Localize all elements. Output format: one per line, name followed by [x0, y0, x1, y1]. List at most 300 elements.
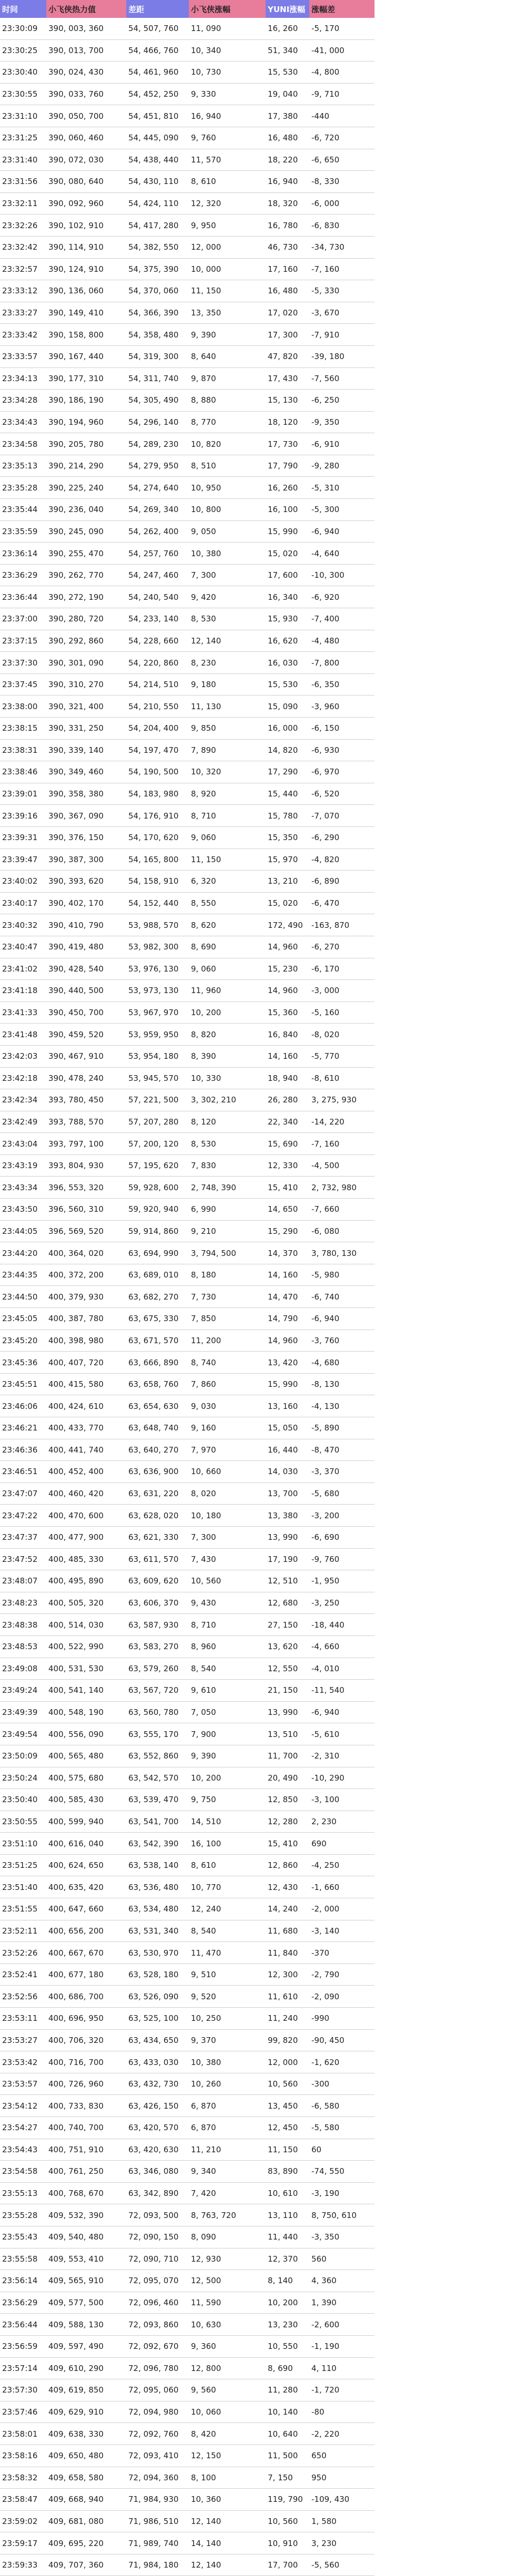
cell-xiaofeixia-increase: 8, 120	[189, 1111, 266, 1133]
cell-xiaofeixia-heat: 390, 419, 480	[46, 936, 126, 958]
cell-time: 23:51:55	[0, 1898, 46, 1920]
cell-gap: 54, 507, 760	[126, 18, 189, 39]
cell-yuni-increase: 14, 030	[266, 1461, 309, 1483]
table-row	[0, 258, 375, 280]
cell-gap: 54, 438, 440	[126, 149, 189, 171]
cell-xiaofeixia-increase: 9, 850	[189, 718, 266, 740]
cell-yuni-increase: 15, 410	[266, 1177, 309, 1199]
table-row	[0, 2095, 375, 2117]
cell-xiaofeixia-increase: 12, 800	[189, 2357, 266, 2379]
table-row	[0, 2204, 375, 2226]
cell-gap: 72, 096, 460	[126, 2292, 189, 2314]
cell-gap: 54, 233, 140	[126, 608, 189, 630]
cell-yuni-increase: 13, 620	[266, 1635, 309, 1658]
cell-time: 23:40:02	[0, 871, 46, 893]
cell-gap: 53, 945, 570	[126, 1067, 189, 1089]
cell-xiaofeixia-increase: 2, 748, 390	[189, 1177, 266, 1199]
cell-time: 23:51:40	[0, 1876, 46, 1898]
table-row	[0, 367, 375, 390]
cell-increase-diff: -7, 070	[309, 805, 375, 827]
cell-increase-diff: -6, 290	[309, 826, 375, 849]
cell-gap: 54, 424, 110	[126, 192, 189, 214]
cell-xiaofeixia-increase: 12, 140	[189, 630, 266, 652]
cell-xiaofeixia-heat: 400, 677, 180	[46, 1964, 126, 1986]
cell-gap: 59, 914, 860	[126, 1220, 189, 1242]
table-row	[0, 1723, 375, 1745]
cell-yuni-increase: 17, 730	[266, 433, 309, 455]
cell-gap: 63, 528, 180	[126, 1964, 189, 1986]
cell-increase-diff: -370	[309, 1942, 375, 1964]
cell-yuni-increase: 11, 700	[266, 1745, 309, 1767]
cell-yuni-increase: 13, 990	[266, 1701, 309, 1723]
cell-gap: 63, 636, 900	[126, 1461, 189, 1483]
cell-gap: 54, 197, 470	[126, 739, 189, 761]
cell-time: 23:53:11	[0, 2008, 46, 2030]
cell-gap: 72, 095, 060	[126, 2379, 189, 2401]
cell-increase-diff: -6, 940	[309, 1308, 375, 1330]
cell-time: 23:57:46	[0, 2401, 46, 2423]
table-row	[0, 564, 375, 586]
cell-xiaofeixia-increase: 10, 770	[189, 1876, 266, 1898]
cell-xiaofeixia-increase: 10, 320	[189, 761, 266, 783]
cell-increase-diff: -300	[309, 2073, 375, 2095]
cell-xiaofeixia-heat: 390, 245, 090	[46, 520, 126, 543]
cell-yuni-increase: 16, 620	[266, 630, 309, 652]
cell-time: 23:44:05	[0, 1220, 46, 1242]
cell-gap: 54, 214, 510	[126, 673, 189, 696]
table-row	[0, 2532, 375, 2554]
cell-time: 23:34:13	[0, 367, 46, 390]
cell-time: 23:57:30	[0, 2379, 46, 2401]
cell-time: 23:35:44	[0, 499, 46, 521]
table-row	[0, 1986, 375, 2008]
cell-xiaofeixia-heat: 390, 072, 030	[46, 149, 126, 171]
table-row	[0, 520, 375, 543]
cell-gap: 63, 587, 930	[126, 1614, 189, 1636]
cell-yuni-increase: 13, 210	[266, 871, 309, 893]
cell-time: 23:32:42	[0, 236, 46, 258]
cell-gap: 63, 538, 140	[126, 1854, 189, 1876]
cell-xiaofeixia-heat: 400, 716, 700	[46, 2051, 126, 2073]
cell-xiaofeixia-increase: 11, 200	[189, 1330, 266, 1352]
cell-xiaofeixia-heat: 390, 321, 400	[46, 696, 126, 718]
table-row	[0, 2117, 375, 2139]
cell-xiaofeixia-increase: 9, 160	[189, 1417, 266, 1439]
cell-xiaofeixia-heat: 400, 424, 610	[46, 1395, 126, 1417]
cell-time: 23:33:57	[0, 345, 46, 367]
cell-increase-diff: -6, 940	[309, 1701, 375, 1723]
cell-xiaofeixia-increase: 9, 870	[189, 367, 266, 390]
cell-xiaofeixia-increase: 9, 180	[189, 673, 266, 696]
cell-increase-diff: 650	[309, 2445, 375, 2467]
cell-yuni-increase: 13, 380	[266, 1505, 309, 1527]
cell-xiaofeixia-heat: 396, 553, 320	[46, 1177, 126, 1199]
cell-time: 23:52:11	[0, 1920, 46, 1942]
table-row	[0, 1920, 375, 1942]
cell-increase-diff: 60	[309, 2139, 375, 2161]
cell-time: 23:58:32	[0, 2467, 46, 2489]
cell-gap: 63, 694, 990	[126, 1242, 189, 1264]
cell-gap: 54, 190, 500	[126, 761, 189, 783]
cell-yuni-increase: 14, 960	[266, 1330, 309, 1352]
cell-xiaofeixia-increase: 9, 950	[189, 214, 266, 237]
cell-time: 23:52:56	[0, 1986, 46, 2008]
cell-xiaofeixia-heat: 400, 452, 400	[46, 1461, 126, 1483]
cell-gap: 63, 631, 220	[126, 1483, 189, 1505]
table-row	[0, 149, 375, 171]
cell-yuni-increase: 17, 160	[266, 258, 309, 280]
cell-gap: 54, 210, 550	[126, 696, 189, 718]
cell-xiaofeixia-increase: 8, 530	[189, 1133, 266, 1155]
cell-time: 23:44:50	[0, 1286, 46, 1308]
cell-xiaofeixia-increase: 9, 420	[189, 586, 266, 608]
cell-xiaofeixia-increase: 8, 180	[189, 1264, 266, 1286]
cell-xiaofeixia-increase: 10, 730	[189, 62, 266, 84]
cell-increase-diff: -6, 520	[309, 783, 375, 805]
cell-yuni-increase: 12, 860	[266, 1854, 309, 1876]
cell-xiaofeixia-heat: 409, 532, 390	[46, 2204, 126, 2226]
table-row	[0, 1286, 375, 1308]
cell-increase-diff: -3, 200	[309, 1505, 375, 1527]
cell-xiaofeixia-increase: 10, 800	[189, 499, 266, 521]
cell-time: 23:43:34	[0, 1177, 46, 1199]
table-row	[0, 1898, 375, 1920]
cell-yuni-increase: 15, 020	[266, 892, 309, 914]
cell-increase-diff: -6, 920	[309, 586, 375, 608]
cell-yuni-increase: 14, 650	[266, 1199, 309, 1221]
cell-gap: 54, 257, 760	[126, 543, 189, 565]
cell-time: 23:47:22	[0, 1505, 46, 1527]
table-row	[0, 2182, 375, 2204]
cell-xiaofeixia-increase: 9, 060	[189, 958, 266, 980]
cell-xiaofeixia-heat: 409, 658, 580	[46, 2467, 126, 2489]
cell-xiaofeixia-increase: 9, 330	[189, 83, 266, 105]
table-row	[0, 433, 375, 455]
cell-gap: 71, 989, 740	[126, 2532, 189, 2554]
cell-increase-diff: -2, 790	[309, 1964, 375, 1986]
table-row	[0, 1177, 375, 1199]
cell-increase-diff: -1, 660	[309, 1876, 375, 1898]
table-row	[0, 1680, 375, 1702]
cell-time: 23:47:07	[0, 1483, 46, 1505]
cell-time: 23:55:13	[0, 2182, 46, 2204]
cell-yuni-increase: 15, 090	[266, 696, 309, 718]
cell-xiaofeixia-increase: 13, 350	[189, 302, 266, 324]
cell-increase-diff: 2, 732, 980	[309, 1177, 375, 1199]
table-row	[0, 1767, 375, 1789]
cell-yuni-increase: 12, 000	[266, 2051, 309, 2073]
cell-gap: 54, 279, 950	[126, 455, 189, 477]
cell-xiaofeixia-increase: 9, 760	[189, 127, 266, 149]
table-row	[0, 1154, 375, 1177]
cell-xiaofeixia-heat: 393, 804, 930	[46, 1154, 126, 1177]
table-row	[0, 2073, 375, 2095]
cell-increase-diff: 3, 275, 930	[309, 1089, 375, 1111]
cell-increase-diff: 8, 750, 610	[309, 2204, 375, 2226]
cell-time: 23:38:46	[0, 761, 46, 783]
cell-gap: 72, 092, 760	[126, 2423, 189, 2445]
cell-xiaofeixia-increase: 8, 510	[189, 455, 266, 477]
cell-gap: 54, 375, 390	[126, 258, 189, 280]
cell-xiaofeixia-increase: 11, 090	[189, 18, 266, 39]
cell-gap: 53, 973, 130	[126, 980, 189, 1002]
cell-increase-diff: -9, 760	[309, 1548, 375, 1570]
table-row	[0, 1876, 375, 1898]
cell-xiaofeixia-heat: 390, 428, 540	[46, 958, 126, 980]
cell-gap: 57, 207, 280	[126, 1111, 189, 1133]
cell-xiaofeixia-heat: 400, 624, 650	[46, 1854, 126, 1876]
cell-increase-diff: -8, 610	[309, 1067, 375, 1089]
cell-gap: 54, 274, 640	[126, 477, 189, 499]
cell-yuni-increase: 20, 490	[266, 1767, 309, 1789]
cell-xiaofeixia-increase: 9, 050	[189, 520, 266, 543]
cell-increase-diff: -8, 330	[309, 171, 375, 193]
cell-time: 23:58:47	[0, 2489, 46, 2511]
cell-time: 23:49:39	[0, 1701, 46, 1723]
cell-xiaofeixia-heat: 390, 136, 060	[46, 280, 126, 302]
cell-increase-diff: -6, 970	[309, 761, 375, 783]
cell-time: 23:58:16	[0, 2445, 46, 2467]
cell-xiaofeixia-increase: 9, 560	[189, 2379, 266, 2401]
cell-time: 23:52:41	[0, 1964, 46, 1986]
cell-increase-diff: -3, 670	[309, 302, 375, 324]
cell-increase-diff: -3, 350	[309, 2226, 375, 2248]
cell-increase-diff: -3, 140	[309, 1920, 375, 1942]
cell-yuni-increase: 15, 290	[266, 1220, 309, 1242]
cell-xiaofeixia-heat: 393, 780, 450	[46, 1089, 126, 1111]
cell-yuni-increase: 14, 470	[266, 1286, 309, 1308]
cell-xiaofeixia-heat: 390, 262, 770	[46, 564, 126, 586]
cell-xiaofeixia-increase: 10, 260	[189, 2073, 266, 2095]
cell-yuni-increase: 17, 600	[266, 564, 309, 586]
cell-time: 23:46:06	[0, 1395, 46, 1417]
cell-gap: 63, 530, 970	[126, 1942, 189, 1964]
cell-xiaofeixia-increase: 16, 940	[189, 105, 266, 127]
cell-yuni-increase: 16, 260	[266, 18, 309, 39]
cell-gap: 63, 426, 150	[126, 2095, 189, 2117]
cell-gap: 63, 526, 090	[126, 1986, 189, 2008]
cell-gap: 53, 967, 970	[126, 1001, 189, 1024]
cell-increase-diff: 1, 580	[309, 2510, 375, 2532]
cell-xiaofeixia-increase: 10, 950	[189, 477, 266, 499]
cell-xiaofeixia-heat: 390, 478, 240	[46, 1067, 126, 1089]
cell-xiaofeixia-increase: 10, 820	[189, 433, 266, 455]
cell-time: 23:58:01	[0, 2423, 46, 2445]
cell-gap: 72, 090, 710	[126, 2248, 189, 2270]
cell-increase-diff: -3, 960	[309, 696, 375, 718]
cell-yuni-increase: 15, 930	[266, 608, 309, 630]
cell-gap: 63, 689, 010	[126, 1264, 189, 1286]
cell-gap: 63, 583, 270	[126, 1635, 189, 1658]
cell-xiaofeixia-heat: 390, 050, 700	[46, 105, 126, 127]
cell-xiaofeixia-heat: 409, 695, 220	[46, 2532, 126, 2554]
cell-xiaofeixia-heat: 400, 686, 700	[46, 1986, 126, 2008]
cell-increase-diff: -5, 580	[309, 2117, 375, 2139]
table-row	[0, 1942, 375, 1964]
cell-xiaofeixia-increase: 7, 830	[189, 1154, 266, 1177]
cell-xiaofeixia-heat: 400, 514, 030	[46, 1614, 126, 1636]
table-row	[0, 18, 375, 39]
cell-increase-diff: -6, 080	[309, 1220, 375, 1242]
cell-time: 23:44:20	[0, 1242, 46, 1264]
cell-xiaofeixia-heat: 400, 470, 600	[46, 1505, 126, 1527]
cell-xiaofeixia-increase: 6, 320	[189, 871, 266, 893]
cell-xiaofeixia-heat: 390, 440, 500	[46, 980, 126, 1002]
cell-increase-diff: -7, 160	[309, 258, 375, 280]
cell-xiaofeixia-heat: 400, 635, 420	[46, 1876, 126, 1898]
cell-xiaofeixia-heat: 396, 569, 520	[46, 1220, 126, 1242]
table-row	[0, 696, 375, 718]
cell-yuni-increase: 17, 430	[266, 367, 309, 390]
cell-xiaofeixia-increase: 8, 740	[189, 1352, 266, 1374]
cell-xiaofeixia-heat: 400, 706, 320	[46, 2029, 126, 2051]
cell-gap: 63, 555, 170	[126, 1723, 189, 1745]
table-row	[0, 980, 375, 1002]
table-row	[0, 1067, 375, 1089]
cell-gap: 54, 262, 400	[126, 520, 189, 543]
cell-increase-diff: -4, 660	[309, 1635, 375, 1658]
cell-xiaofeixia-heat: 390, 450, 700	[46, 1001, 126, 1024]
cell-xiaofeixia-increase: 10, 340	[189, 39, 266, 62]
cell-gap: 63, 542, 390	[126, 1833, 189, 1855]
header-row	[0, 0, 375, 18]
cell-xiaofeixia-increase: 7, 890	[189, 739, 266, 761]
table-row	[0, 2226, 375, 2248]
cell-yuni-increase: 12, 280	[266, 1811, 309, 1833]
cell-xiaofeixia-increase: 12, 320	[189, 192, 266, 214]
cell-increase-diff: -3, 000	[309, 980, 375, 1002]
cell-time: 23:32:57	[0, 258, 46, 280]
cell-xiaofeixia-heat: 390, 310, 270	[46, 673, 126, 696]
cell-xiaofeixia-increase: 11, 590	[189, 2292, 266, 2314]
cell-xiaofeixia-heat: 400, 398, 980	[46, 1330, 126, 1352]
cell-time: 23:35:13	[0, 455, 46, 477]
cell-yuni-increase: 13, 110	[266, 2204, 309, 2226]
cell-time: 23:42:49	[0, 1111, 46, 1133]
table-row	[0, 280, 375, 302]
cell-increase-diff: -6, 470	[309, 892, 375, 914]
cell-yuni-increase: 16, 480	[266, 280, 309, 302]
table-row	[0, 761, 375, 783]
cell-time: 23:53:57	[0, 2073, 46, 2095]
cell-yuni-increase: 15, 350	[266, 826, 309, 849]
cell-time: 23:39:47	[0, 849, 46, 871]
cell-yuni-increase: 21, 150	[266, 1680, 309, 1702]
cell-xiaofeixia-increase: 9, 030	[189, 1395, 266, 1417]
cell-xiaofeixia-heat: 409, 610, 290	[46, 2357, 126, 2379]
cell-xiaofeixia-increase: 11, 130	[189, 696, 266, 718]
table-row	[0, 1461, 375, 1483]
cell-xiaofeixia-increase: 10, 380	[189, 543, 266, 565]
table-row	[0, 1635, 375, 1658]
cell-xiaofeixia-heat: 390, 367, 090	[46, 805, 126, 827]
cell-time: 23:46:21	[0, 1417, 46, 1439]
table-row	[0, 1352, 375, 1374]
cell-xiaofeixia-heat: 409, 540, 480	[46, 2226, 126, 2248]
cell-gap: 54, 319, 300	[126, 345, 189, 367]
cell-yuni-increase: 12, 850	[266, 1789, 309, 1811]
cell-xiaofeixia-heat: 390, 331, 250	[46, 718, 126, 740]
cell-increase-diff: -6, 650	[309, 149, 375, 171]
table-row	[0, 1548, 375, 1570]
cell-gap: 54, 461, 960	[126, 62, 189, 84]
cell-time: 23:39:01	[0, 783, 46, 805]
cell-xiaofeixia-heat: 409, 668, 940	[46, 2489, 126, 2511]
table-row	[0, 1483, 375, 1505]
cell-yuni-increase: 15, 020	[266, 543, 309, 565]
cell-increase-diff: -2, 090	[309, 1986, 375, 2008]
cell-yuni-increase: 15, 130	[266, 390, 309, 412]
table-row	[0, 1854, 375, 1876]
cell-xiaofeixia-increase: 6, 870	[189, 2095, 266, 2117]
cell-yuni-increase: 13, 700	[266, 1483, 309, 1505]
cell-increase-diff: -6, 740	[309, 1286, 375, 1308]
table-row	[0, 1439, 375, 1461]
cell-xiaofeixia-heat: 390, 410, 790	[46, 914, 126, 936]
cell-xiaofeixia-heat: 390, 102, 910	[46, 214, 126, 237]
cell-time: 23:56:29	[0, 2292, 46, 2314]
cell-time: 23:37:15	[0, 630, 46, 652]
cell-gap: 54, 466, 760	[126, 39, 189, 62]
cell-xiaofeixia-heat: 390, 024, 430	[46, 62, 126, 84]
cell-yuni-increase: 15, 780	[266, 805, 309, 827]
cell-increase-diff: -6, 830	[309, 214, 375, 237]
cell-xiaofeixia-heat: 390, 358, 380	[46, 783, 126, 805]
cell-time: 23:54:43	[0, 2139, 46, 2161]
cell-xiaofeixia-increase: 3, 794, 500	[189, 1242, 266, 1264]
cell-increase-diff: -8, 020	[309, 1024, 375, 1046]
cell-xiaofeixia-increase: 10, 560	[189, 1570, 266, 1592]
cell-increase-diff: 2, 230	[309, 1811, 375, 1833]
cell-time: 23:49:54	[0, 1723, 46, 1745]
cell-increase-diff: -1, 620	[309, 2051, 375, 2073]
cell-gap: 63, 611, 570	[126, 1548, 189, 1570]
cell-xiaofeixia-heat: 409, 681, 080	[46, 2510, 126, 2532]
cell-gap: 53, 982, 300	[126, 936, 189, 958]
cell-increase-diff: -3, 760	[309, 1330, 375, 1352]
cell-xiaofeixia-increase: 7, 900	[189, 1723, 266, 1745]
cell-time: 23:37:45	[0, 673, 46, 696]
cell-xiaofeixia-increase: 8, 610	[189, 1854, 266, 1876]
cell-increase-diff: -7, 660	[309, 1199, 375, 1221]
table-body	[0, 18, 375, 2576]
cell-xiaofeixia-heat: 400, 387, 780	[46, 1308, 126, 1330]
cell-xiaofeixia-increase: 8, 090	[189, 2226, 266, 2248]
table-row	[0, 171, 375, 193]
cell-yuni-increase: 12, 330	[266, 1154, 309, 1177]
cell-yuni-increase: 27, 150	[266, 1614, 309, 1636]
cell-xiaofeixia-heat: 400, 565, 480	[46, 1745, 126, 1767]
cell-increase-diff: -11, 540	[309, 1680, 375, 1702]
cell-time: 23:30:55	[0, 83, 46, 105]
cell-xiaofeixia-heat: 400, 433, 770	[46, 1417, 126, 1439]
table-row	[0, 586, 375, 608]
cell-gap: 72, 095, 070	[126, 2270, 189, 2292]
cell-time: 23:59:33	[0, 2554, 46, 2576]
cell-yuni-increase: 11, 500	[266, 2445, 309, 2467]
cell-yuni-increase: 16, 480	[266, 127, 309, 149]
cell-time: 23:31:10	[0, 105, 46, 127]
cell-time: 23:48:07	[0, 1570, 46, 1592]
cell-time: 23:55:58	[0, 2248, 46, 2270]
table-row	[0, 958, 375, 980]
cell-increase-diff: -6, 170	[309, 958, 375, 980]
cell-xiaofeixia-heat: 409, 588, 130	[46, 2314, 126, 2336]
cell-increase-diff: -5, 300	[309, 499, 375, 521]
cell-xiaofeixia-heat: 400, 647, 660	[46, 1898, 126, 1920]
cell-yuni-increase: 16, 000	[266, 718, 309, 740]
table-row	[0, 345, 375, 367]
